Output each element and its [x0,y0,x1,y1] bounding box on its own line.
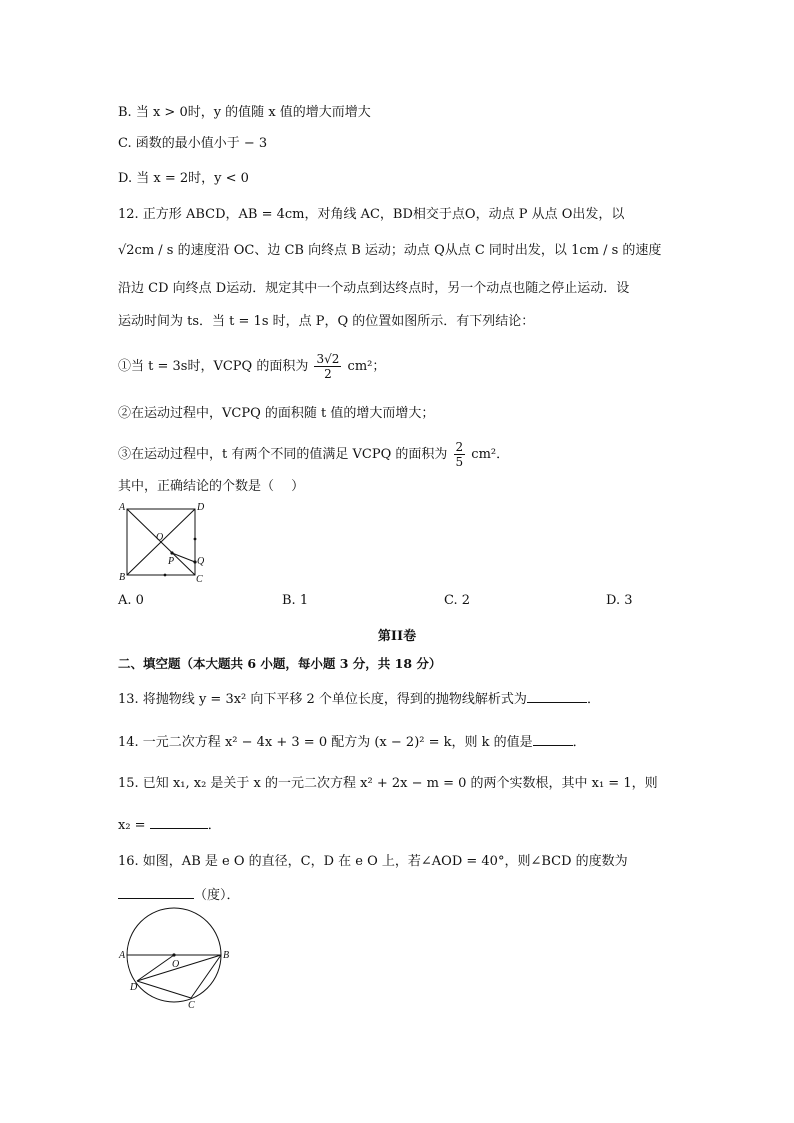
statement-2: ②在运动过程中，VCPQ 的面积随 t 值的增大而增大； [118,406,435,421]
q16-line-2 [118,886,240,905]
answer-option-b: B. 1 [282,593,309,608]
fraction-denominator: 5 [455,455,464,469]
label-a: A [119,502,126,513]
fraction-2-over-5 [454,440,466,469]
q15-line-1: 15. 已知 x₁, x₂ 是关于 x 的一元二次方程 x² + 2x − m = 0 的两个实数根，其中 x₁ = 1，则 [118,776,658,791]
arrow-dot-cd [194,538,197,541]
q12-line-4: 运动时间为 ts．当 t = 1s 时，点 P，Q 的位置如图所示．有下列结论： [118,314,535,329]
option-c: C. 函数的最小值小于 − 3 [118,136,268,151]
option-d: D. 当 x = 2时，y < 0 [118,171,249,186]
segment-od [137,955,174,981]
fraction-denominator: 2 [324,367,332,381]
part-two-heading: 二、填空题（本大题共 6 小题，每小题 3 分，共 18 分） [118,656,442,671]
q16-end: （度）． [194,888,240,903]
label-d: D [130,982,138,993]
q16-answer-blank [118,886,194,899]
q12-ask: 其中，正确结论的个数是（ ） [118,479,305,494]
q12-line-1: 12. 正方形 ABCD，AB = 4cm，对角线 AC，BD相交于点O，动点 P 从点 O出发，以 [118,207,625,222]
label-d: D [197,502,205,513]
q14-text: 14. 一元二次方程 x² − 4x + 3 = 0 配方为 (x − 2)² = k，则 k 的值是 [118,735,533,750]
circle-figure [118,905,238,1010]
label-c: C [188,1000,195,1011]
statement-3-unit: cm²． [471,447,510,462]
center-point [172,953,175,956]
arrow-dot-cb [164,574,167,577]
segment-pq [172,553,195,562]
q13-answer-blank [527,690,587,703]
answer-option-a: A. 0 [118,593,144,608]
label-p: P [168,556,175,567]
answer-option-d: D. 3 [606,593,633,608]
q14-answer-blank [533,733,573,746]
segment-bc [191,955,221,998]
answer-option-c: C. 2 [444,593,471,608]
q15-end: ． [207,818,221,833]
q12-line-2: √2cm / s 的速度沿 OC、边 CB 向终点 B 运动；动点 Q从点 C 同时出发，以 1cm / s 的速度 [118,243,662,258]
label-b: B [223,950,230,961]
fraction-3root2-over-2 [314,352,341,381]
q16-line-1: 16. 如图，AB 是 e O 的直径，C，D 在 e O 上，若∠AOD = 40°，则∠BCD 的度数为 [118,854,628,869]
square-figure [118,502,218,584]
statement-1-text: ①当 t = 3s时，VCPQ 的面积为 [118,359,309,374]
statement-1-unit: cm²； [347,359,386,374]
label-o: O [172,959,180,970]
fraction-numerator: 2 [455,440,464,454]
label-c: C [196,574,203,585]
q14-end: ． [572,735,586,750]
q14 [118,733,586,752]
section-title: 第II卷 [377,629,417,644]
statement-3 [118,440,509,469]
point-p [170,551,173,554]
fraction-numerator: 3√2 [316,352,340,366]
label-o: O [156,532,164,543]
q15-answer-blank [150,816,208,829]
label-a: A [119,950,126,961]
option-b: B. 当 x > 0时，y 的值随 x 值的增大而增大 [118,105,371,120]
q12-line-3: 沿边 CD 向终点 D运动．规定其中一个动点到达终点时，另一个动点也随之停止运动．设 [118,281,630,296]
q15-line-2 [118,816,221,835]
statement-3-text: ③在运动过程中，t 有两个不同的值满足 VCPQ 的面积为 [118,447,448,462]
q15-text: x₂ = [118,818,146,833]
statement-1 [118,352,385,381]
q13 [118,690,600,709]
segment-dc [137,981,191,998]
label-b: B [119,572,126,583]
q13-end: ． [586,692,600,707]
q13-text: 13. 将抛物线 y = 3x² 向下平移 2 个单位长度，得到的抛物线解析式为 [118,692,527,707]
label-q: Q [197,556,205,567]
